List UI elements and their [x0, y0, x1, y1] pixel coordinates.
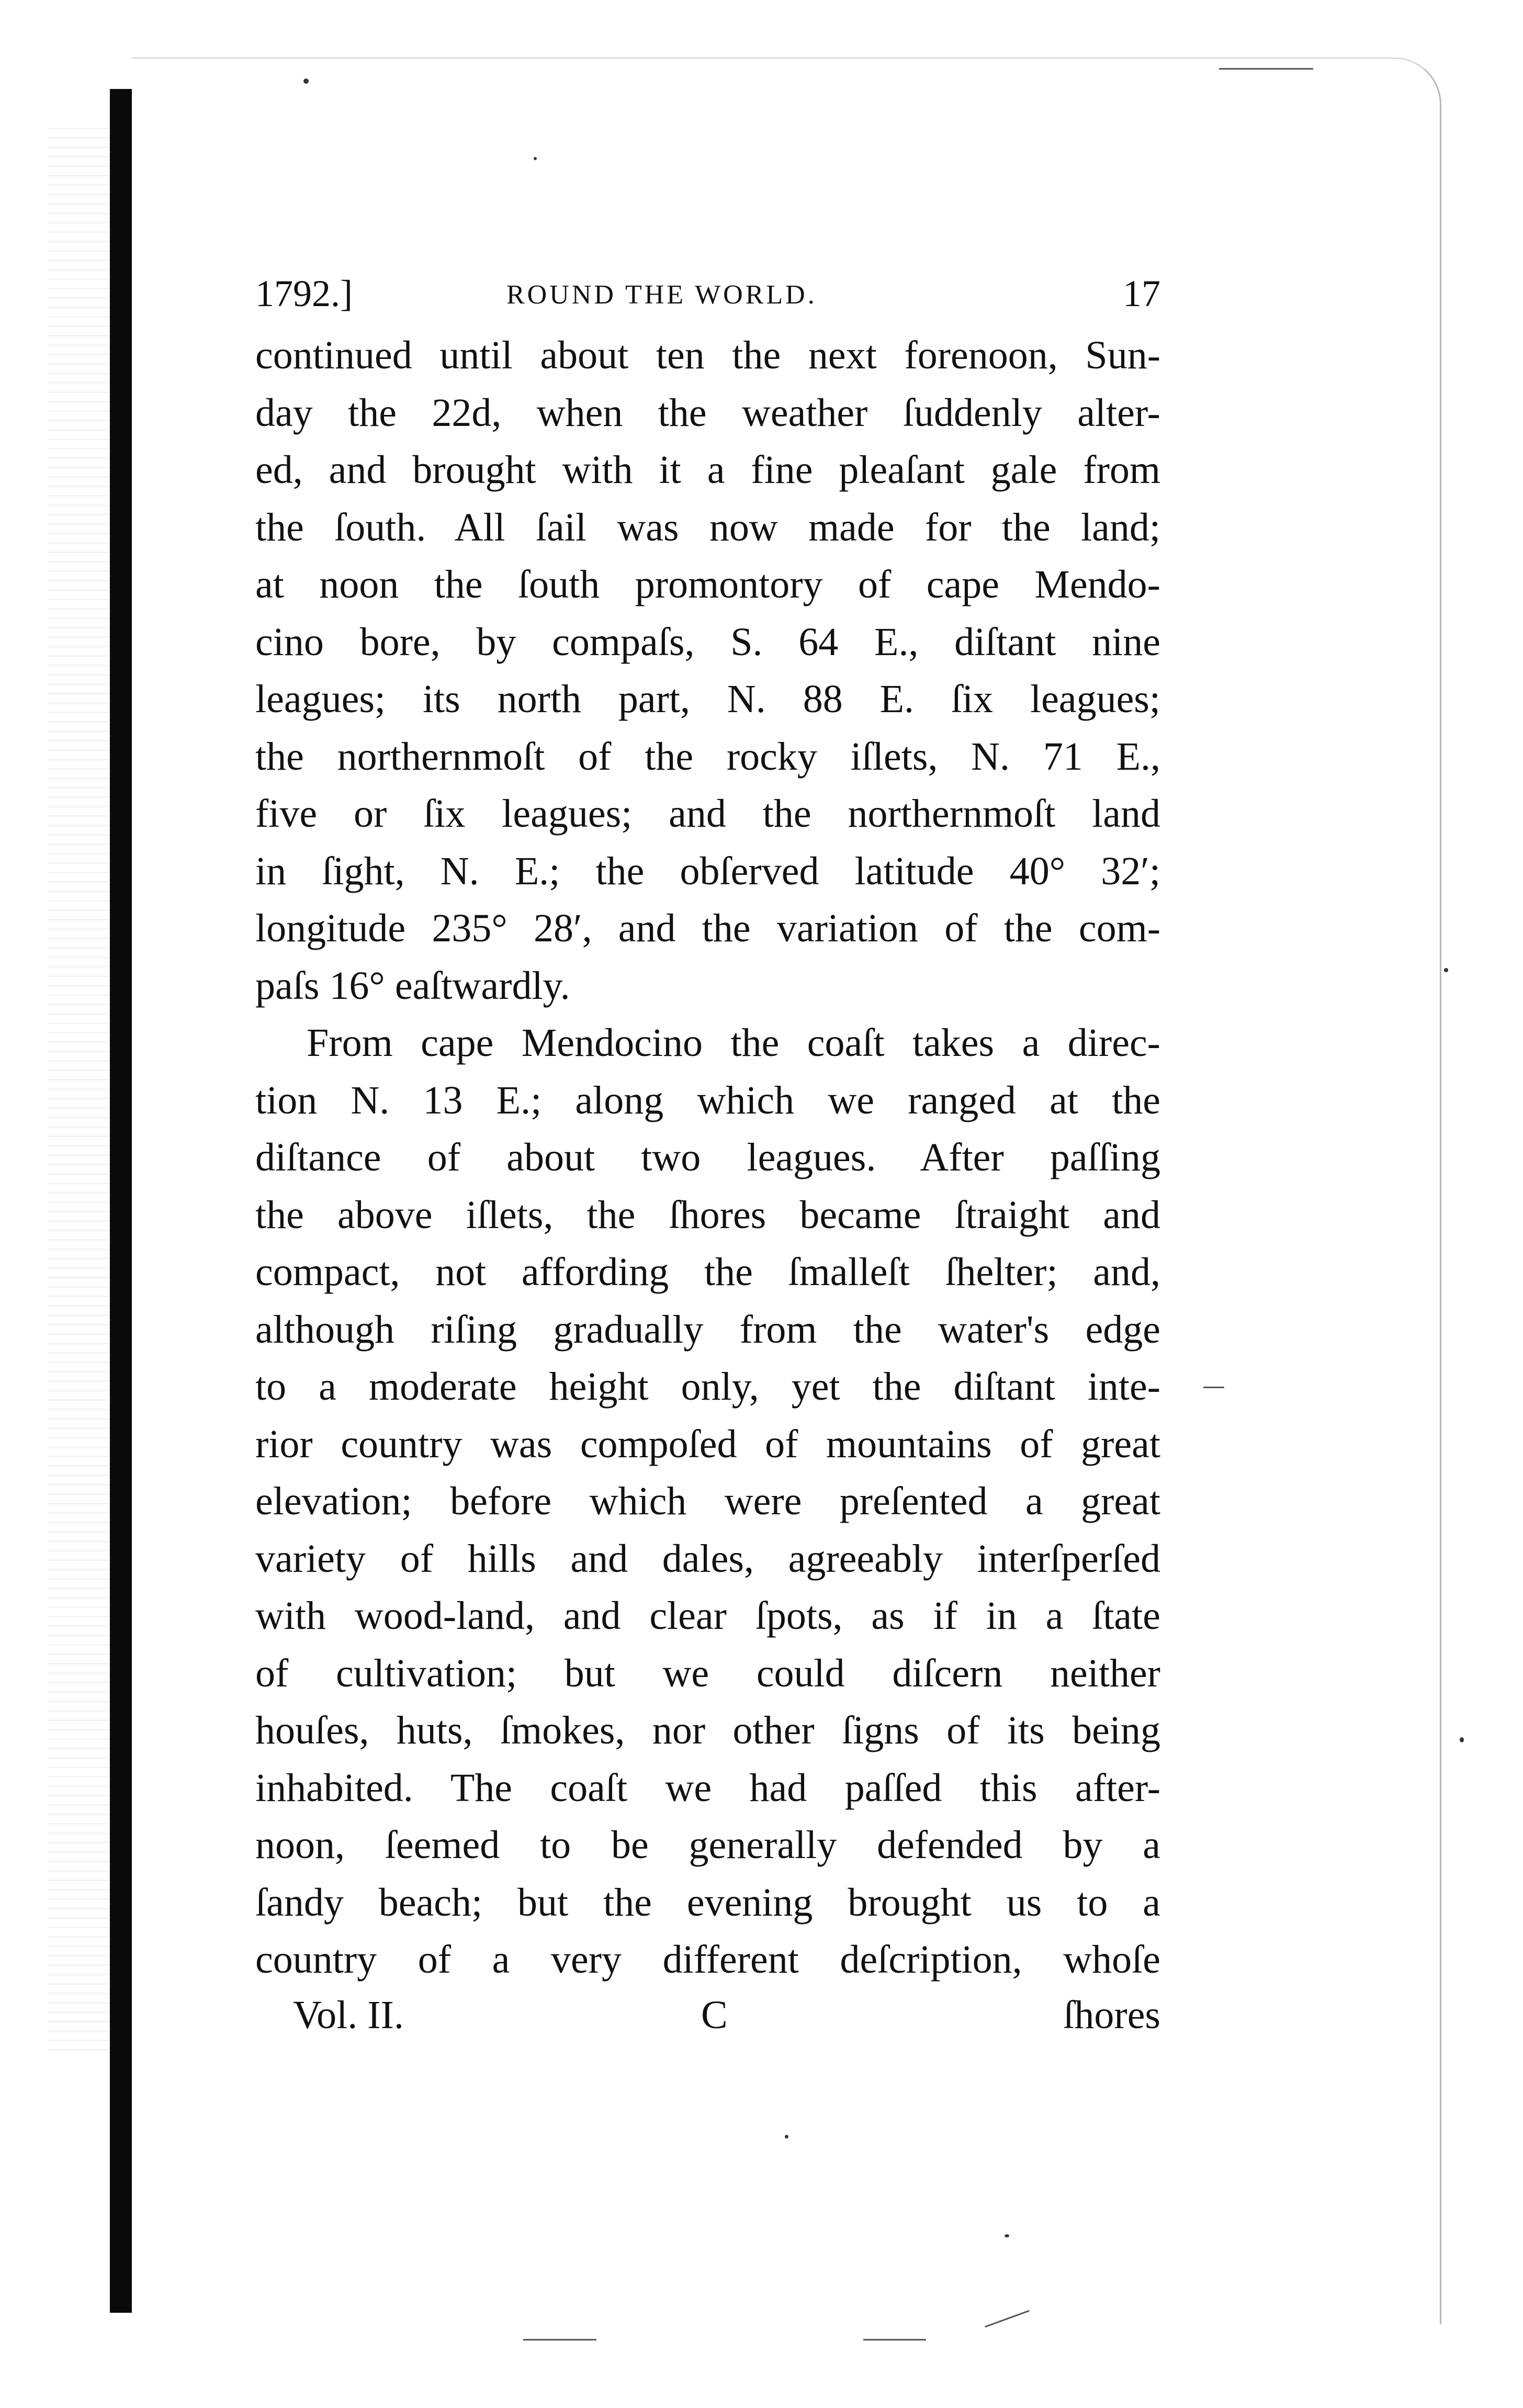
running-title: ROUND THE WORLD.	[506, 280, 817, 310]
text-line: tion N. 13 E.; along which we ranged at the	[255, 1078, 1160, 1122]
book-spine-edge	[110, 89, 132, 2313]
text-line: at noon the ſouth promontory of cape Mendo-	[255, 562, 1160, 606]
text-line: noon, ſeemed to be generally defended by a	[255, 1823, 1160, 1867]
volume-mark: Vol. II.	[293, 1993, 404, 2037]
text-line: in ſight, N. E.; the obſerved latitude 40° 32′;	[255, 849, 1160, 893]
catchword: ſhores	[1063, 1993, 1160, 2037]
body-text	[255, 327, 1160, 1989]
text-line: variety of hills and dales, agreeably interſperſed	[255, 1536, 1160, 1581]
header-year: 1792.]	[255, 273, 353, 314]
text-line: to a moderate height only, yet the diſtant inte-	[255, 1365, 1160, 1409]
page-number: 17	[1123, 273, 1160, 314]
text-line: of cultivation; but we could diſcern neither	[255, 1651, 1160, 1695]
text-line: the ſouth. All ſail was now made for the land;	[255, 505, 1160, 549]
scan-speck	[303, 78, 309, 84]
scan-speck	[1005, 2234, 1009, 2237]
page-footer	[293, 1993, 1160, 2050]
signature-mark: C	[701, 1993, 728, 2037]
scan-mark	[1219, 68, 1313, 70]
binding-shadow	[47, 120, 110, 2056]
text-line: five or ſix leagues; and the northernmoſt land	[255, 792, 1160, 836]
text-line: paſs 16° eaſtwardly.	[255, 963, 570, 1008]
text-line: ed, and brought with it a fine pleaſant gale from	[255, 448, 1160, 492]
text-line: the northernmoſt of the rocky iſlets, N. 71 E.,	[255, 734, 1160, 779]
text-line: cino bore, by compaſs, S. 64 E., diſtant nine	[255, 620, 1160, 664]
scan-speck	[534, 157, 537, 160]
scan-speck	[785, 2135, 788, 2139]
text-line: houſes, huts, ſmokes, nor other ſigns of its being	[255, 1708, 1160, 1752]
text-line: ſandy beach; but the evening brought us to a	[255, 1880, 1160, 1925]
text-line: continued until about ten the next forenoon, Sun-	[255, 333, 1160, 377]
scan-mark	[1203, 1387, 1224, 1388]
paragraph-start-line: From cape Mendocino the coaſt takes a direc-	[307, 1021, 1160, 1065]
scan-speck	[1444, 968, 1448, 972]
text-line: the above iſlets, the ſhores became ſtraight and	[255, 1192, 1160, 1237]
text-line: diſtance of about two leagues. After paſſing	[255, 1135, 1160, 1179]
text-line: compact, not affording the ſmalleſt ſhelter; and,	[255, 1250, 1160, 1294]
text-line: elevation; before which were preſented a great	[255, 1479, 1160, 1523]
text-line: inhabited. The coaſt we had paſſed this after-	[255, 1765, 1160, 1810]
scan-speck	[1460, 1737, 1464, 1742]
scan-mark	[523, 2339, 596, 2341]
text-line: although riſing gradually from the water's edge	[255, 1307, 1160, 1352]
text-line: day the 22d, when the weather ſuddenly alter-	[255, 390, 1160, 435]
text-line: rior country was compoſed of mountains of great	[255, 1422, 1160, 1466]
text-line: leagues; its north part, N. 88 E. ſix leagues;	[255, 677, 1160, 721]
text-line: longitude 235° 28′, and the variation of the com-	[255, 906, 1160, 950]
running-header	[255, 272, 1160, 330]
text-line: country of a very different deſcription, whoſe	[255, 1938, 1160, 1982]
scan-mark	[863, 2339, 926, 2341]
text-line: with wood-land, and clear ſpots, as if in a ſtate	[255, 1594, 1160, 1638]
